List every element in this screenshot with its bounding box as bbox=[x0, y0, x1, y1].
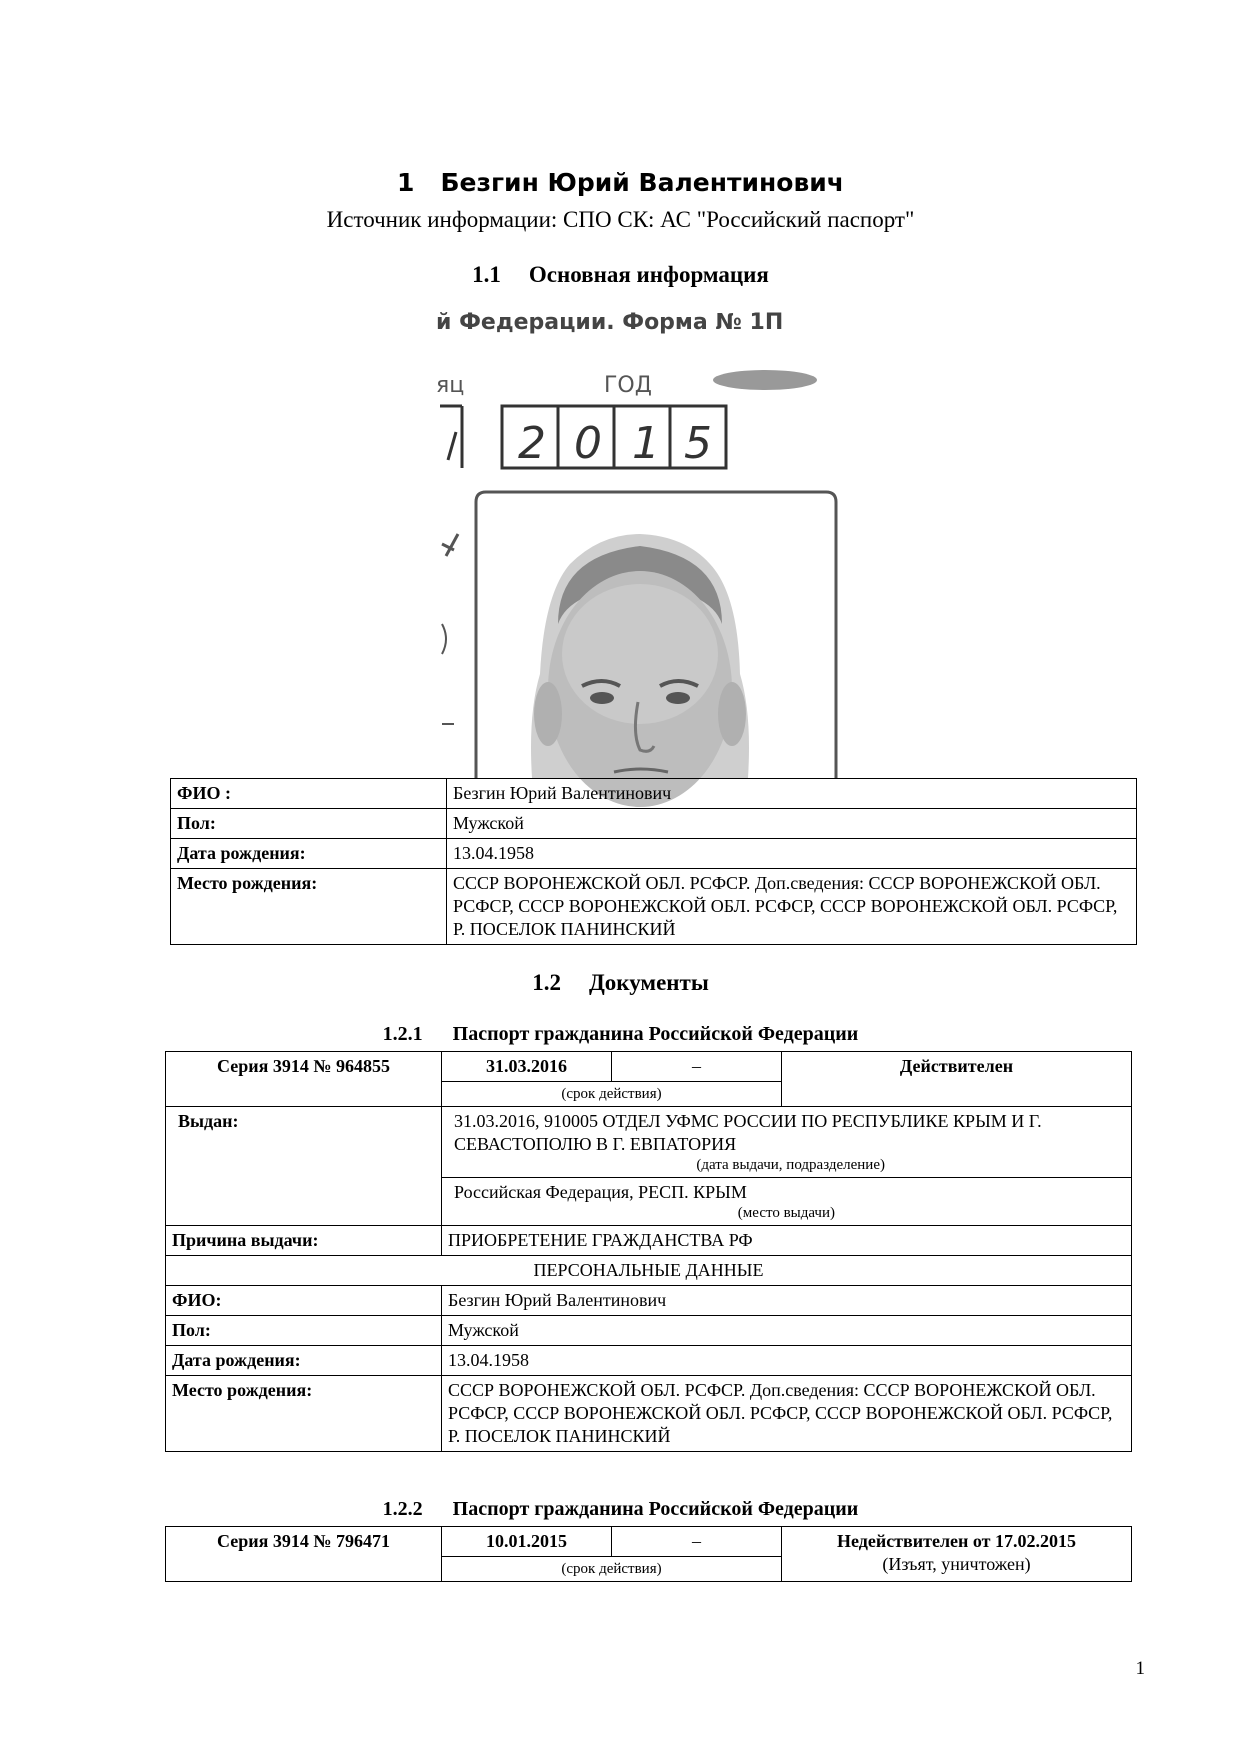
table-row bbox=[166, 1256, 1132, 1286]
birthdate-label: Дата рождения: bbox=[171, 839, 447, 869]
passport-2-status-cell bbox=[782, 1527, 1132, 1582]
photo-digit-4: 5 bbox=[684, 418, 712, 469]
portrait bbox=[531, 534, 749, 807]
table-row bbox=[166, 1376, 1132, 1452]
personal-fio-label: ФИО: bbox=[166, 1286, 442, 1316]
table-row bbox=[166, 1527, 1132, 1557]
issued-caption: (дата выдачи, подразделение) bbox=[696, 1157, 885, 1173]
table-row bbox=[166, 1226, 1132, 1256]
subsection-number: 1.2.1 bbox=[382, 1023, 423, 1045]
personal-birthplace-value: СССР ВОРОНЕЖСКОЙ ОБЛ. РСФСР. Доп.сведения: СССР ВОРОНЕЖСКОЙ ОБЛ. РСФСР, СССР ВОРОНЕЖСКОЙ ОБЛ. РСФСР, СССР ВОРОНЕЖСКОЙ ОБЛ. РСФСР, Р. ПОСЕЛОК ПАНИНСКИЙ bbox=[442, 1376, 1132, 1452]
sex-value: Мужской bbox=[447, 809, 1137, 839]
subsection-title: Паспорт гражданина Российской Федерации bbox=[452, 1498, 859, 1520]
passport-2-end-date: – bbox=[612, 1527, 782, 1557]
passport-1-status: Действителен bbox=[782, 1052, 1132, 1107]
personal-birthdate-label: Дата рождения: bbox=[166, 1346, 442, 1376]
section-number: 1.2 bbox=[532, 970, 561, 995]
issued-value: 31.03.2016, 910005 ОТДЕЛ УФМС РОССИИ ПО РЕСПУБЛИКЕ КРЫМ И Г. СЕВАСТОПОЛЮ В Г. ЕВПАТОРИЯ bbox=[454, 1111, 1042, 1154]
document-title bbox=[0, 168, 1241, 197]
sex-label: Пол: bbox=[171, 809, 447, 839]
section-documents-heading bbox=[0, 970, 1241, 996]
photo-label-year: ГОД bbox=[604, 373, 652, 398]
passport-1-validity-caption: (срок действия) bbox=[442, 1082, 782, 1107]
place-cell bbox=[442, 1178, 1132, 1226]
reason-value: ПРИОБРЕТЕНИЕ ГРАЖДАНСТВА РФ bbox=[442, 1226, 1132, 1256]
table-row bbox=[166, 1316, 1132, 1346]
passport-2-series: Серия 3914 № 796471 bbox=[166, 1527, 442, 1582]
birthplace-label: Место рождения: bbox=[171, 869, 447, 945]
place-value: Российская Федерация, РЕСП. КРЫМ bbox=[454, 1182, 747, 1202]
personal-sex-value: Мужской bbox=[442, 1316, 1132, 1346]
personal-data-header: ПЕРСОНАЛЬНЫЕ ДАННЫЕ bbox=[166, 1256, 1132, 1286]
passport-1-table bbox=[165, 1051, 1132, 1452]
passport-2-validity-caption: (срок действия) bbox=[442, 1557, 782, 1582]
page-number: 1 bbox=[1135, 1658, 1145, 1679]
photo-label-month: яц bbox=[436, 373, 465, 398]
main-info-table bbox=[170, 778, 1137, 945]
section-title: Основная информация bbox=[528, 262, 769, 287]
subsection-title: Паспорт гражданина Российской Федерации bbox=[452, 1023, 859, 1045]
photo-digit-2: 0 bbox=[574, 418, 602, 469]
table-row bbox=[166, 1346, 1132, 1376]
blurred-mark bbox=[713, 370, 817, 390]
passport-2-date: 10.01.2015 bbox=[442, 1527, 612, 1557]
table-row bbox=[171, 779, 1137, 809]
fio-label: ФИО : bbox=[171, 779, 447, 809]
section-main-info-heading bbox=[0, 262, 1241, 288]
table-row bbox=[171, 809, 1137, 839]
person-name-title: Безгин Юрий Валентинович bbox=[440, 168, 844, 197]
place-caption: (место выдачи) bbox=[737, 1205, 835, 1221]
passport-2-status-note: (Изъят, уничтожен) bbox=[882, 1554, 1031, 1574]
photo-digit-1: 2 bbox=[518, 418, 546, 469]
personal-sex-label: Пол: bbox=[166, 1316, 442, 1346]
section-title: Документы bbox=[588, 970, 709, 995]
source-line: Источник информации: СПО СК: АС "Российский паспорт" bbox=[326, 207, 915, 232]
passport-1-heading bbox=[0, 1023, 1241, 1046]
passport-2-status: Недействителен от 17.02.2015 bbox=[836, 1531, 1077, 1551]
birthdate-value: 13.04.1958 bbox=[447, 839, 1137, 869]
personal-birthplace-label: Место рождения: bbox=[166, 1376, 442, 1452]
table-row bbox=[166, 1107, 1132, 1178]
passport-2-table bbox=[165, 1526, 1132, 1582]
table-row bbox=[166, 1052, 1132, 1082]
table-row bbox=[171, 839, 1137, 869]
fio-value: Безгин Юрий Валентинович bbox=[447, 779, 1137, 809]
person-photo bbox=[436, 294, 836, 778]
birthplace-value: СССР ВОРОНЕЖСКОЙ ОБЛ. РСФСР. Доп.сведения: СССР ВОРОНЕЖСКОЙ ОБЛ. РСФСР, СССР ВОРОНЕЖСКОЙ ОБЛ. РСФСР, СССР ВОРОНЕЖСКОЙ ОБЛ. РСФСР, Р. ПОСЕЛОК ПАНИНСКИЙ bbox=[447, 869, 1137, 945]
subsection-number: 1.2.2 bbox=[382, 1498, 423, 1520]
issued-cell bbox=[442, 1107, 1132, 1178]
personal-birthdate-value: 13.04.1958 bbox=[442, 1346, 1132, 1376]
table-row bbox=[171, 869, 1137, 945]
passport-1-series: Серия 3914 № 964855 bbox=[166, 1052, 442, 1107]
reason-label: Причина выдачи: bbox=[166, 1226, 442, 1256]
photo-digit-3: 1 bbox=[632, 418, 660, 469]
photo-form-text: й Федерации. Форма № 1П bbox=[436, 310, 784, 335]
issued-label: Выдан: bbox=[166, 1107, 442, 1226]
personal-fio-value: Безгин Юрий Валентинович bbox=[442, 1286, 1132, 1316]
table-row bbox=[166, 1286, 1132, 1316]
section-number: 1.1 bbox=[472, 262, 501, 287]
passport-2-heading bbox=[0, 1498, 1241, 1521]
passport-1-date: 31.03.2016 bbox=[442, 1052, 612, 1082]
title-number: 1 bbox=[397, 168, 415, 197]
passport-1-end-date: – bbox=[612, 1052, 782, 1082]
